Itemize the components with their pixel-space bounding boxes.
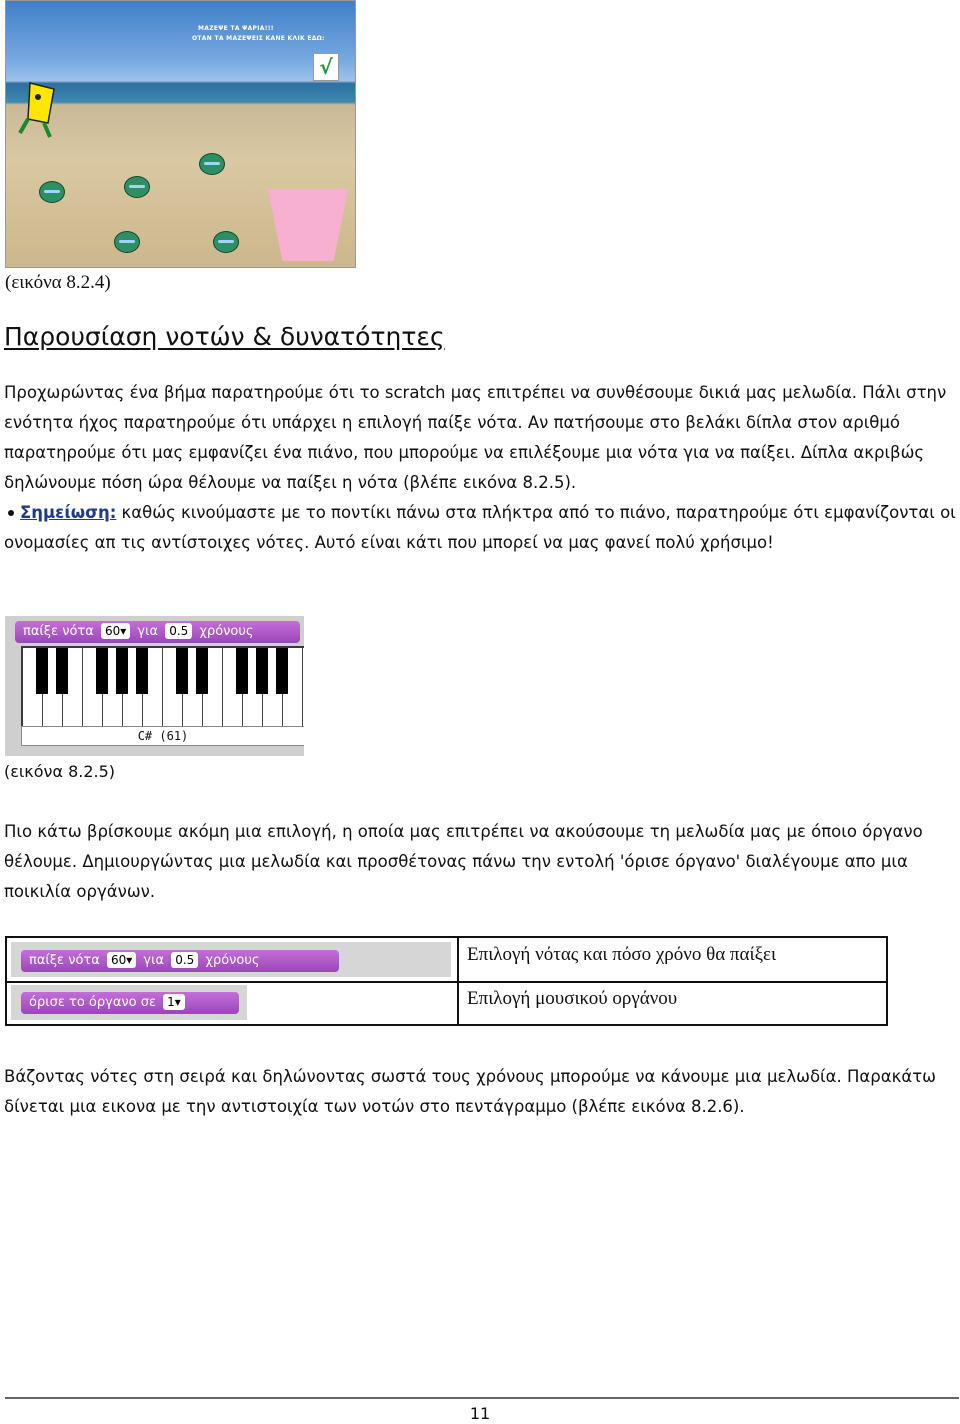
- piano-black-key: [36, 648, 48, 694]
- blocks-table: [5, 936, 888, 1026]
- table-shot-2: [11, 985, 247, 1020]
- bullet-icon: [8, 510, 14, 516]
- piano-black-key: [96, 648, 108, 694]
- fish-icon: [199, 153, 225, 175]
- check-icon: √: [313, 53, 339, 81]
- play-note-block: [15, 621, 300, 643]
- note-label: Σημείωση:: [20, 503, 117, 522]
- piano-block-image: [5, 616, 304, 756]
- beats-value: 0.5: [171, 952, 198, 968]
- table-desc-note: Επιλογή νότας και πόσο χρόνο θα παίξει: [467, 944, 777, 965]
- table-row-divider: [7, 981, 886, 983]
- fish-icon: [114, 231, 140, 253]
- section-title: Παρουσίαση νοτών & δυνατότητες: [4, 322, 445, 351]
- stage-text-line1: ΜΑΖΕΨΕ ΤΑ ΨΑΡΙΑ!!!: [198, 25, 274, 32]
- piano-black-key: [256, 648, 268, 694]
- play-note-label: παίξε νότα: [29, 953, 100, 968]
- fish-icon: [213, 231, 239, 253]
- bucket-shape: [268, 189, 348, 261]
- footer-divider: [5, 1397, 959, 1399]
- instrument-value: 1▾: [163, 994, 185, 1010]
- beats-value: 0.5: [165, 623, 192, 639]
- piano-keyboard: [21, 646, 304, 730]
- fish-icon: [124, 176, 150, 198]
- piano-black-key: [56, 648, 68, 694]
- page-number: 11: [469, 1404, 491, 1423]
- paragraph-melody: Βάζοντας νότες στη σειρά και δηλώνοντας σωστά τους χρόνους μπορούμε να κάνουμε μια μελωδία. Παρακάτω δίνεται μια εικονα με την αντιστοιχία των νοτών στο πεντάγραμμο (βλέπε εικόνα 8.2.6).: [4, 1067, 936, 1116]
- note-text: καθώς κινούμαστε με το ποντίκι πάνω στα πλήκτρα από το πιάνο, παρατηρούμε ότι εμφανίζονται οι ονομασίες απ τις αντίστοιχες νότες. Αυτό είναι κάτι που μπορεί να μας φανεί πολύ χρήσιμο!: [4, 503, 956, 552]
- note-name-readout: C# (61): [21, 726, 304, 746]
- piano-black-key: [196, 648, 208, 694]
- table-shot-1: [11, 942, 451, 977]
- piano-black-key: [236, 648, 248, 694]
- beats-unit: χρόνους: [205, 953, 260, 968]
- figure-caption-8-2-4: (εικόνα 8.2.4): [5, 272, 111, 293]
- scratch-stage-image: [5, 0, 356, 268]
- fish-icon: [39, 181, 65, 203]
- piano-black-key: [276, 648, 288, 694]
- cat-sprite-icon: [14, 79, 58, 139]
- paragraph-intro: Προχωρώντας ένα βήμα παρατηρούμε ότι το scratch μας επιτρέπει να συνθέσουμε δικιά μας μελωδία. Πάλι στην ενότητα ήχος παρατηρούμε ότι υπάρχει η επιλογή παίξε νότα. Αν πατήσουμε στο βελάκι δίπλα στον αριθμό παρατηρούμε ότι μας εμφανίζει ένα πιάνο, που μπορούμε να επιλέξουμε μια νότα για να παίξει. Δίπλα ακριβώς δηλώνουμε πόση ώρα θέλουμε να παίξει η νότα (βλέπε εικόνα 8.2.5).: [4, 383, 947, 492]
- note-paragraph: [4, 498, 956, 558]
- piano-black-key: [176, 648, 188, 694]
- beats-unit: χρόνους: [199, 624, 254, 639]
- paragraph-instrument: Πιο κάτω βρίσκουμε ακόμη μια επιλογή, η οποία μας επιτρέπει να ακούσουμε τη μελωδία μας με όποιο όργανο θέλουμε. Δημιουργώντας μια μελωδία και προσθέτονας πάνω την εντολή 'όρισε όργανο' διαλέγουμε απο μια ποικιλία οργάνων.: [4, 822, 923, 901]
- play-note-label: παίξε νότα: [23, 624, 94, 639]
- play-note-block: [21, 950, 339, 972]
- note-value: 60▾: [107, 952, 136, 968]
- note-value: 60▾: [101, 623, 130, 639]
- table-desc-instrument: Επιλογή μουσικού οργάνου: [467, 988, 678, 1009]
- set-instrument-block: [21, 992, 239, 1014]
- stage-text-line2: ΟΤΑΝ ΤΑ ΜΑΖΕΨΕΙΣ ΚΑΝΕ ΚΛΙΚ ΕΔΩ:: [192, 35, 325, 42]
- figure-caption-8-2-5: (εικόνα 8.2.5): [4, 762, 116, 781]
- piano-black-key: [136, 648, 148, 694]
- for-label: για: [137, 624, 159, 639]
- for-label: για: [143, 953, 165, 968]
- piano-black-key: [116, 648, 128, 694]
- set-instrument-label: όρισε το όργανο σε: [29, 995, 156, 1010]
